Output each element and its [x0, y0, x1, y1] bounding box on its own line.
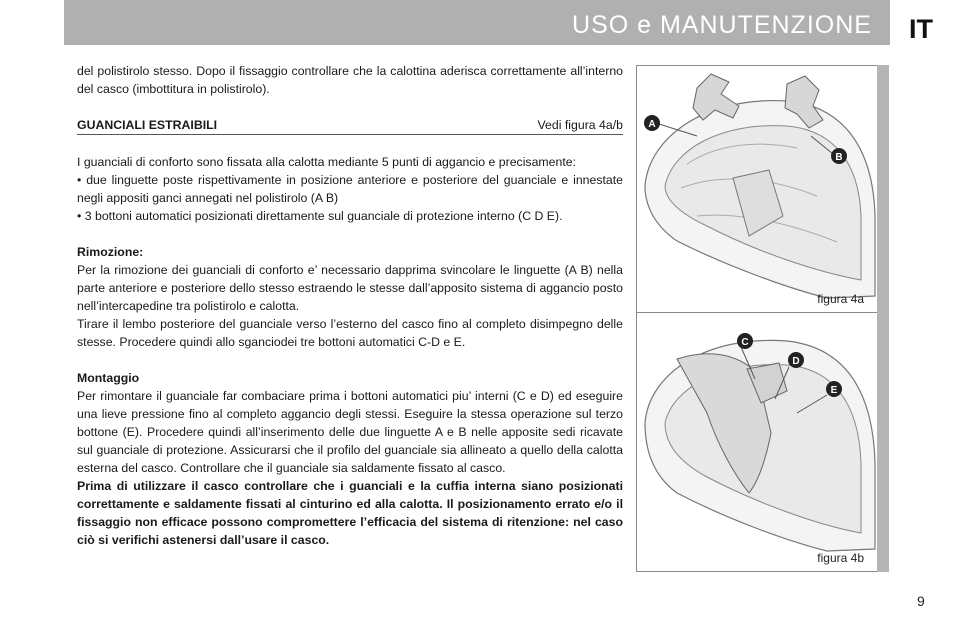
removal-paragraph: Tirare il lembo posteriore del guanciale verso l’esterno del casco fino al completo disimpegno delle stesse. Procedere quindi allo sganciodei tre bottoni automatici C-D e E. [77, 317, 623, 349]
assembly-heading: Montaggio [77, 371, 140, 385]
intro-paragraph: del polistirolo stesso. Dopo il fissaggio controllare che la calottina aderisca correttamente all’interno del casco (imbottitura in polistirolo). [77, 64, 623, 96]
figure-4a-caption: figura 4a [817, 292, 864, 306]
marker-e [826, 381, 842, 397]
removal-paragraph: Per la rimozione dei guanciali di conforto e’ necessario dapprima svincolare le linguette (A B) nella parte anteriore e posteriore dello stesso estraendo le stesse dall’apposito sistema di aggancio posto nell’intercapedine tra polistirolo e calotta. [77, 263, 623, 313]
figure-4b [637, 313, 878, 571]
safety-warning: Prima di utilizzare il casco controllare che i guanciali e la cuffia interna siano posizionati correttamente e saldamente fissati al cinturino ed alla calotta. Il posizionamento errato e/o il fissaggio non efficace possono compromettere l’efficacia del sistema di ritenzione: nel caso ciò si verifichi astenersi dall’usare il casco. [77, 479, 623, 547]
bullet-item: • 3 bottoni automatici posizionati direttamente sul guanciale di protezione interno (C D E). [77, 209, 563, 223]
section-header [77, 116, 623, 135]
overview-paragraph: I guanciali di conforto sono fissata alla calotta mediante 5 punti di aggancio e precisamente: [77, 155, 577, 169]
page-number: 9 [917, 593, 925, 609]
assembly-paragraph: Per rimontare il guanciale far combaciare prima i bottoni automatici piu’ interni (C e D) ed eseguire una lieve pressione fino al completo aggancio degli stessi. Eseguire la stessa operazione sul terzo bottone (E). Procedere quindi all’inserimento delle due linguette A e B nelle apposite sedi ricavate sul guanciale di protezione. Assicurarsi che il profilo del guanciale sia allineato a quello della calotta esterna del casco. Controllare che il guanciale sia saldamente fissato al casco. [77, 389, 623, 475]
section-figure-ref: Vedi figura 4a/b [537, 118, 623, 132]
main-text [77, 62, 623, 549]
bullet-item: • due linguette poste rispettivamente in posizione anteriore e posteriore del guanciale e innestate negli appositi ganci annegati nel polistirolo (A B) [77, 173, 623, 205]
marker-d-label: D [792, 356, 800, 367]
section-title: GUANCIALI ESTRAIBILI [77, 118, 218, 132]
figure-4b-caption: figura 4b [817, 551, 864, 565]
marker-b-label: B [835, 152, 843, 163]
marker-e-label: E [830, 385, 838, 396]
helmet-illustration-4a [637, 66, 878, 312]
header-bar [64, 0, 890, 45]
figure-side-strip [877, 65, 889, 572]
removal-heading: Rimozione: [77, 245, 144, 259]
page-title: USO e MANUTENZIONE [572, 11, 872, 39]
marker-a-label: A [648, 119, 656, 130]
marker-b [831, 148, 847, 164]
figure-panel [636, 65, 879, 572]
helmet-illustration-4b [637, 313, 878, 571]
marker-a [644, 115, 660, 131]
figure-4a [637, 66, 878, 313]
marker-d [788, 352, 804, 368]
marker-c [737, 333, 753, 349]
language-code: IT [909, 14, 933, 44]
marker-c-label: C [741, 337, 749, 348]
